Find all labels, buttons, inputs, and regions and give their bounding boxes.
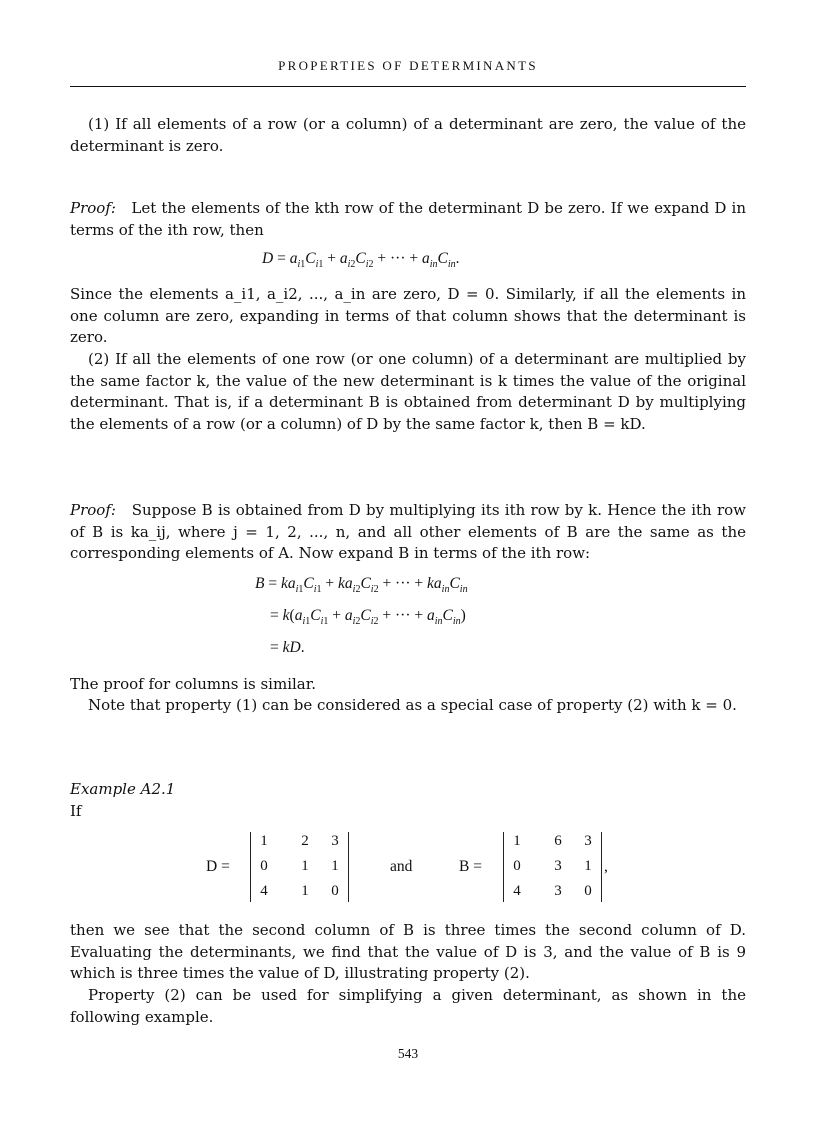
matrix-cell: 2: [301, 833, 309, 849]
matrix-cell: 3: [554, 883, 562, 899]
proof-1-label: Proof:: [70, 199, 116, 217]
matrix-cell: 1: [301, 883, 309, 899]
proof-1-text: Let the elements of the kth row of the determinant D be zero. If we expand D in terms of the ith row, then: [70, 199, 746, 239]
header-rule: [70, 86, 746, 87]
matrix-cell: 0: [260, 858, 268, 874]
example-conclusion: then we see that the second column of B is three times the second column of D. Evaluating the determinants, we find that the value of D is 3, and the value of B is 9 which is three times the value of D, illustrating property (2).: [70, 921, 746, 982]
matrix-cell: 1: [584, 858, 592, 874]
matrix-B: [503, 832, 602, 902]
example-title: Example A2.1: [70, 780, 176, 798]
matrix-cell: 4: [260, 883, 268, 899]
equation-expansion-D: $D = a_{i1}C_{i1} + a_{i2}C_{i2}$ + ··· + $a_{in}C_{in}$.: [262, 250, 460, 271]
property-note: Note that property (1) can be considered as a special case of property (2) with k = 0.: [88, 696, 737, 714]
equation-B-line-3: = kD.: [270, 639, 305, 656]
matrix-trailing-comma: ,: [604, 858, 608, 875]
proof-1-paragraph: [70, 198, 746, 241]
page-number: 543: [397, 1046, 419, 1061]
running-head: PROPERTIES OF DETERMINANTS: [278, 58, 538, 73]
matrix-connector: and: [390, 858, 413, 875]
matrix-cell: 0: [513, 858, 521, 874]
matrix-cell: 3: [584, 833, 592, 849]
proof-1-conclusion: Since the elements a_i1, a_i2, ..., a_in are zero, D = 0. Similarly, if all the elements in one column are zero, expanding in terms of that column shows that the determinant is zero.: [70, 285, 746, 346]
equation-B-line-2: = $k(a_{i1}C_{i1} + a_{i2}C_{i2}$ + ··· + $a_{in}C_{in}$): [270, 607, 466, 628]
matrix-D: [250, 832, 349, 902]
matrix-cell: 1: [301, 858, 309, 874]
proof-2-label: Proof:: [70, 501, 116, 519]
proof-2-paragraph: [70, 500, 746, 565]
matrix-cell: 1: [513, 833, 521, 849]
property-2-statement: (2) If all the elements of one row (or one column) of a determinant are multiplied by the same factor k, the value of the new determinant is k times the value of the original determinant. That is, if a determinant B is obtained from determinant D by multiplying the elements of a row (or a column) of D by the same factor k, then B = kD.: [70, 350, 746, 433]
matrix-cell: 0: [584, 883, 592, 899]
matrix-cell: 0: [331, 883, 339, 899]
matrix-cell: 1: [260, 833, 268, 849]
example-intro: If: [70, 802, 82, 820]
proof-2-closing: The proof for columns is similar.: [70, 675, 317, 693]
matrix-cell: 4: [513, 883, 521, 899]
property-1-statement: (1) If all elements of a row (or a column) of a determinant are zero, the value of the determinant is zero.: [70, 115, 746, 155]
equation-B-line-1: $B = ka_{i1}C_{i1} + ka_{i2}C_{i2}$ + ··· + $ka_{in}C_{in}$: [255, 575, 468, 596]
example-followup: Property (2) can be used for simplifying a given determinant, as shown in the following example.: [70, 986, 746, 1026]
matrix-D-label: D =: [206, 858, 230, 875]
matrix-cell: 3: [554, 858, 562, 874]
matrix-cell: 3: [331, 833, 339, 849]
proof-2-text: Suppose B is obtained from D by multiplying its ith row by k. Hence the ith row of B is ka_ij, where j = 1, 2, ..., n, and all other elements of B are the same as the corresponding elements of A. Now expand B in terms of the ith row:: [70, 501, 746, 562]
matrix-cell: 1: [331, 858, 339, 874]
matrix-cell: 6: [554, 833, 562, 849]
matrix-B-label: B =: [459, 858, 482, 875]
